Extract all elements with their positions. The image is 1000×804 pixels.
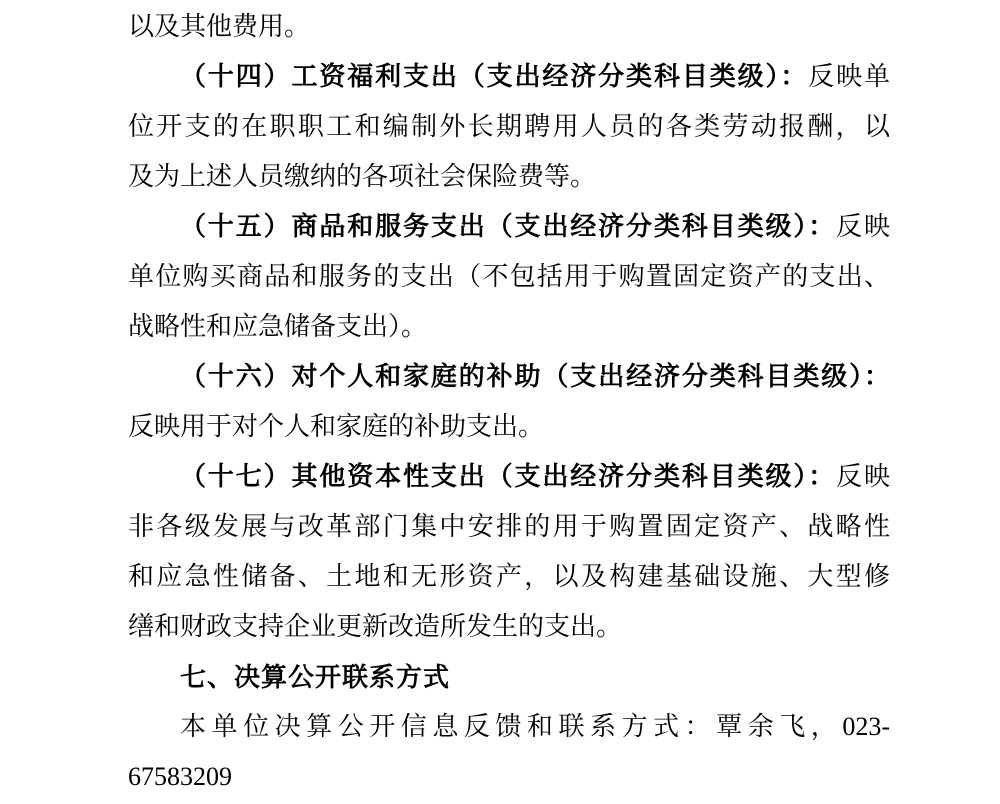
text-run: 反映: [836, 462, 890, 491]
para-14-line-1: [128, 52, 890, 102]
text-run: 反映: [836, 212, 890, 241]
heading-text: 七、决算公开联系方式: [180, 662, 451, 692]
text-run: 非各级发展与改革部门集中安排的用于购置固定资产、战略性: [128, 512, 890, 541]
text-run: 单位购买商品和服务的支出（不包括用于购置固定资产的支出、: [128, 262, 890, 291]
para-17-line-2: [128, 502, 890, 552]
text-run: 以及其他费用。: [128, 12, 311, 41]
text-run: 及为上述人员缴纳的各项社会保险费等。: [128, 162, 597, 191]
bold-run-item-16: （十六）对个人和家庭的补助（支出经济分类科目类级）：: [180, 362, 890, 391]
para-16-line-1: [128, 352, 890, 402]
text-run: 本单位决算公开信息反馈和联系方式：覃余飞，023-: [180, 712, 890, 741]
para-14-line-3: [128, 152, 890, 202]
contact-line-1: [128, 702, 890, 752]
bold-run-item-15: （十五）商品和服务支出（支出经济分类科目类级）：: [180, 212, 837, 241]
phone-number-continuation: 67583209: [128, 762, 232, 791]
text-run: 和应急性储备、土地和无形资产，以及构建基础设施、大型修: [128, 562, 890, 591]
text-run: 缮和财政支持企业更新改造所发生的支出。: [128, 612, 623, 641]
para-14-line-2: [128, 102, 890, 152]
text-run: 位开支的在职职工和编制外长期聘用人员的各类劳动报酬，以: [128, 112, 890, 141]
doc-line-continuation: [128, 2, 890, 52]
bold-run-item-14: （十四）工资福利支出（支出经济分类科目类级）：: [180, 62, 809, 91]
para-17-line-1: [128, 452, 890, 502]
text-run: 反映单: [808, 62, 890, 91]
para-15-line-1: [128, 202, 890, 252]
section-heading-7: [128, 652, 890, 702]
para-16-line-2: [128, 402, 890, 452]
para-17-line-3: [128, 552, 890, 602]
bold-run-item-17: （十七）其他资本性支出（支出经济分类科目类级）：: [180, 462, 837, 491]
text-run: 反映用于对个人和家庭的补助支出。: [128, 412, 545, 441]
para-15-line-2: [128, 252, 890, 302]
para-17-line-4: [128, 602, 890, 652]
contact-line-2: [128, 752, 890, 802]
text-run: 战略性和应急储备支出）。: [128, 312, 428, 341]
para-15-line-3: [128, 302, 890, 352]
